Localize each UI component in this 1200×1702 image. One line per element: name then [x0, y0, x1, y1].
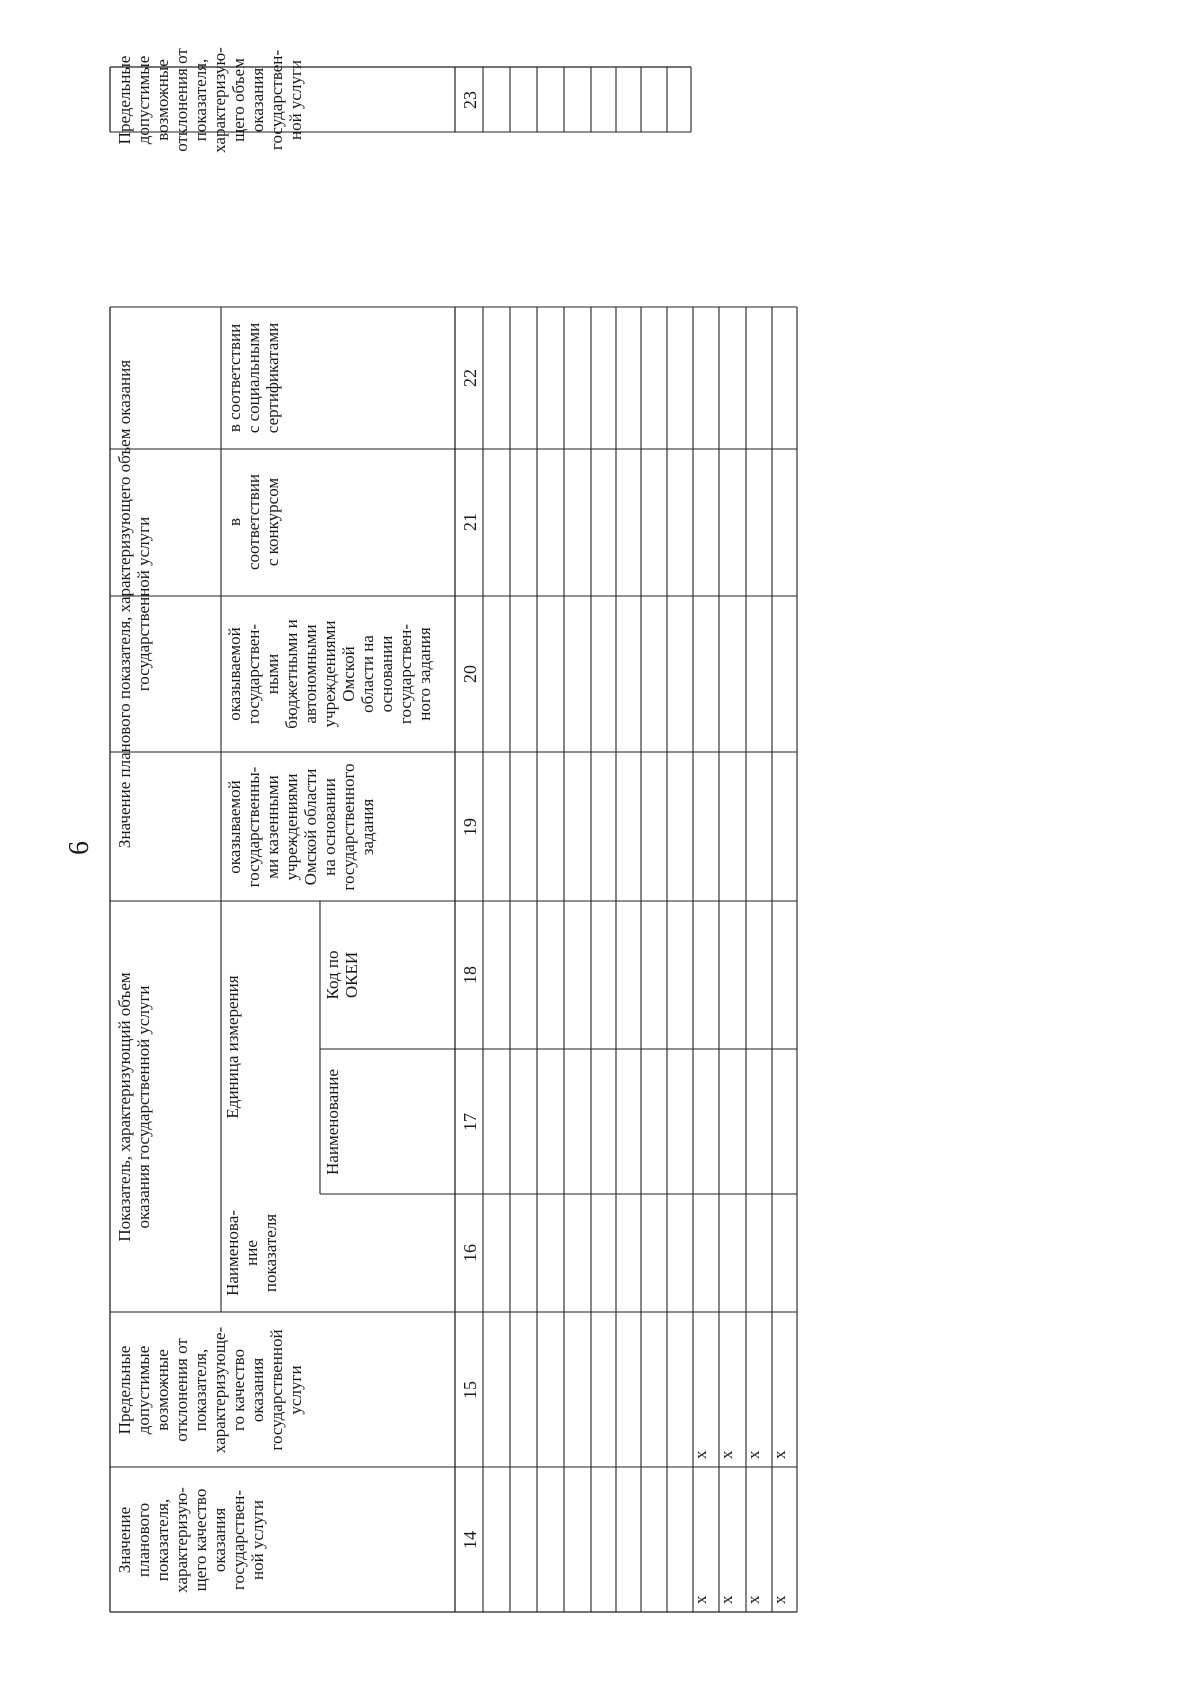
column-number: 16 [460, 1244, 480, 1262]
header-col15-line: возможные [153, 1349, 172, 1431]
header-col15 [115, 1327, 305, 1454]
table-cell: х [770, 1450, 789, 1459]
header-col16-line: Наименова- [223, 1210, 242, 1296]
header-col22-line: в соответствии [225, 323, 244, 433]
header-col15-line: характеризующе- [210, 1326, 229, 1454]
header-col23-line: ной услуги [286, 59, 305, 141]
header-col15-line: го качество [229, 1348, 248, 1432]
header-col16 [223, 1210, 280, 1296]
header-col20-line: Омской [339, 646, 358, 702]
header-value-group-line: государственной услуги [134, 516, 153, 692]
header-col23-line: отклонения от [172, 48, 191, 152]
page-number: 6 [64, 841, 95, 855]
header-col19-line: Омской области [301, 768, 320, 886]
header-col14-line: государствен- [229, 1489, 248, 1591]
header-col23-line: характеризую- [210, 47, 229, 153]
column-number: 17 [460, 1113, 480, 1131]
header-col16-line: ние [242, 1240, 261, 1266]
table-cell: х [691, 1450, 710, 1459]
header-col23-line: государствен- [267, 49, 286, 151]
header-col15-line: Предельные [115, 1345, 134, 1435]
header-unit-group [223, 975, 242, 1118]
page-number-group [64, 841, 95, 855]
header-col19-line: государственны- [244, 766, 263, 888]
header-col23-line: показателя, [191, 58, 210, 142]
column-number-row [460, 91, 480, 1549]
header-col23-line: оказания [248, 67, 267, 133]
table-header-text [115, 47, 434, 1593]
table-cell: х [691, 1595, 710, 1604]
header-col14-line: оказания [210, 1507, 229, 1573]
header-col14-line: ной услуги [248, 1499, 267, 1581]
header-col21-line: в [225, 517, 244, 527]
header-col22-line: с социальными [244, 322, 263, 434]
header-col14-line: Значение [115, 1506, 134, 1574]
header-col20-line: ными [263, 653, 282, 695]
header-col18 [323, 951, 361, 1000]
header-col19-line: на основании [320, 778, 339, 876]
header-value-group-line: Значение планового показателя, характеризующего объем оказания [115, 359, 134, 849]
header-col23-line: Предельные [115, 55, 134, 145]
header-col17-line: Наименование [323, 1069, 342, 1175]
header-col14-line: планового [134, 1502, 153, 1578]
header-col20-line: основании [377, 635, 396, 713]
header-col20-line: оказываемой [225, 627, 244, 721]
header-col21-line: с конкурсом [263, 477, 282, 567]
header-col20-line: области на [358, 635, 377, 713]
header-col15-line: услуги [286, 1365, 305, 1415]
header-col21 [225, 474, 282, 570]
header-col14-line: показателя, [153, 1498, 172, 1582]
column-number: 20 [460, 665, 480, 683]
header-col19-line: ми казенными [263, 775, 282, 879]
header-col20-line: государствен- [244, 623, 263, 725]
header-col17 [323, 1069, 342, 1175]
header-col23-line: возможные [153, 59, 172, 141]
header-col18-line: ОКЕИ [342, 951, 361, 999]
column-number: 18 [460, 966, 480, 984]
header-col20-line: государствен- [396, 623, 415, 725]
header-col20-line: ного задания [415, 627, 434, 721]
header-col20-line: учреждениями [320, 620, 339, 728]
header-indicator-group [115, 972, 153, 1241]
header-col19-line: оказываемой [225, 780, 244, 874]
table-cell: х [744, 1450, 763, 1459]
header-col19-line: учреждениями [282, 773, 301, 881]
header-col16-line: показателя [261, 1213, 280, 1293]
column-number: 14 [460, 1531, 480, 1549]
header-col14 [115, 1487, 267, 1593]
header-col20 [225, 619, 434, 728]
header-col15-line: показателя, [191, 1348, 210, 1432]
header-col23 [115, 47, 305, 153]
header-unit-group-line: Единица измерения [223, 975, 242, 1119]
header-col23-line: допустимые [134, 55, 153, 145]
column-number: 19 [460, 818, 480, 836]
rotated-table [110, 47, 797, 1612]
header-indicator-group-line: Показатель, характеризующий объем [115, 972, 134, 1242]
header-value-group [115, 360, 153, 848]
header-col19 [225, 763, 377, 890]
header-col19-line: задания [358, 798, 377, 856]
header-col18-line: Код по [323, 950, 342, 1000]
header-col20-line: автономными [301, 624, 320, 724]
column-number: 23 [460, 91, 480, 109]
header-col23-line: щего объем [229, 58, 248, 142]
header-col15-line: отклонения от [172, 1338, 191, 1442]
header-col14-line: характеризую- [172, 1487, 191, 1593]
header-col19-line: государственного [339, 763, 358, 891]
header-col20-line: бюджетными и [282, 619, 301, 729]
table-cell: х [744, 1595, 763, 1604]
column-number: 15 [460, 1381, 480, 1399]
column-number: 21 [460, 513, 480, 531]
table-cell: х [717, 1595, 736, 1604]
table-cell: х [770, 1595, 789, 1604]
header-col22 [225, 323, 282, 433]
table-cell: х [717, 1450, 736, 1459]
header-col15-line: оказания [248, 1357, 267, 1423]
header-col15-line: государственной [267, 1329, 286, 1451]
header-indicator-group-line: оказания государственной услуги [134, 985, 153, 1229]
header-col15-line: допустимые [134, 1345, 153, 1435]
column-number: 22 [460, 369, 480, 387]
header-col22-line: сертификатами [263, 322, 282, 434]
table-body [691, 1450, 789, 1604]
header-col14-line: щего качество [191, 1488, 210, 1592]
header-col21-line: соответствии [244, 473, 263, 571]
